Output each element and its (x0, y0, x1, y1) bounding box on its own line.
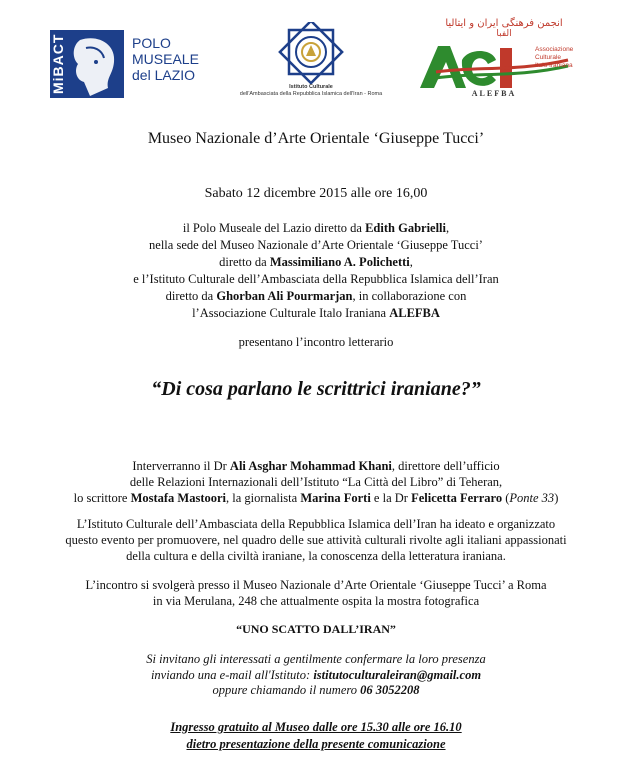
alefba-small1: Associazione (535, 46, 574, 53)
director-name-gabrielli: Edith Gabrielli (365, 221, 447, 235)
intro-l3c: , (409, 255, 413, 269)
alefba-logo (416, 18, 572, 106)
intro-l6a: l’Associazione Culturale Italo Iraniana (192, 306, 390, 320)
intro-line-6 (0, 305, 632, 322)
alefba-small2: Culturale (535, 54, 562, 61)
intro-l5a: diretto da (165, 289, 217, 303)
intro-line-2: nella sede del Museo Nazionale d’Arte Orientale ‘Giuseppe Tucci’ (149, 238, 483, 252)
speakers-paragraph (0, 458, 632, 506)
contact-phone[interactable]: 06 3052208 (360, 683, 420, 697)
invite-line-3 (0, 683, 632, 699)
mibac-wordmark (132, 35, 199, 83)
intro-l5c: , in collaborazione con (352, 289, 467, 303)
speakers-l1c: , direttore dell’ufficio (391, 459, 500, 473)
speaker-affiliation: Ponte 33 (509, 491, 555, 505)
intro-line-5 (0, 288, 632, 305)
speaker-khani: Ali Asghar Mohammad Khani (229, 459, 392, 473)
intro-line-3 (0, 254, 632, 271)
mibac-vertical-text: MiBACT (50, 33, 66, 94)
entry-line-2: dietro presentazione della presente comunicazione (186, 737, 446, 751)
istituto-caption-line1: Istituto Culturale (289, 84, 333, 90)
invite-line-1: Si invitano gli interessati a gentilmente confermare la loro presenza (146, 652, 486, 666)
mibac-line3: del LAZIO (132, 67, 196, 83)
mibac-line2: MUSEALE (132, 51, 199, 67)
alefba-small3: Italo Iraniana (535, 62, 573, 69)
speakers-line-1 (0, 458, 632, 474)
mibac-line1: POLO (132, 35, 171, 51)
venue-paragraph (0, 577, 632, 609)
istituto-emblem-icon (236, 22, 386, 84)
alefba-name: ALEFBA (389, 306, 440, 320)
alefba-arabic-sub: الفبا (496, 29, 512, 39)
speaker-ferraro: Felicetta Ferraro (411, 491, 503, 505)
director-name-polichetti: Massimiliano A. Polichetti (269, 255, 410, 269)
director-name-pourmarjan: Ghorban Ali Pourmarjan (216, 289, 353, 303)
event-date: Sabato 12 dicembre 2015 alle ore 16,00 (204, 186, 428, 201)
alefba-arabic-text (436, 18, 572, 39)
alefba-wordmark: ALEFBA (471, 89, 517, 98)
exhibition-title: “UNO SCATTO DALL’IRAN” (236, 622, 396, 636)
entry-notice (0, 719, 632, 753)
speakers-line-3 (0, 490, 632, 506)
speakers-l3g: ( (502, 491, 510, 505)
alefba-arabic-line: انجمن فرهنگی ایران و ایتالیا (445, 18, 563, 29)
speakers-l1a: Interverranno il Dr (132, 459, 230, 473)
intro-l1a: il Polo Museale del Lazio diretto da (182, 221, 366, 235)
intro-line-1 (0, 220, 632, 237)
venue-line-1: L’incontro si svolgerà presso il Museo Nazionale d’Arte Orientale ‘Giuseppe Tucci’ a Roma (85, 578, 547, 592)
event-line-2: questo evento per promuovere, nel quadro delle sue attività culturali rivolte agli italiani appassionati (65, 533, 567, 547)
contact-email[interactable]: istitutoculturaleiran@gmail.com (313, 667, 482, 682)
istituto-logo (236, 22, 386, 104)
invite-line-2 (0, 668, 632, 684)
event-line-1: L’Istituto Culturale dell’Ambasciata della Repubblica Islamica dell’Iran ha ideato e organizzato (76, 517, 556, 531)
istituto-caption (236, 84, 386, 98)
present-line: presentano l’incontro letterario (238, 335, 394, 349)
invite-paragraph (0, 652, 632, 699)
intro-l1c: , (446, 221, 450, 235)
invite-l3a: oppure chiamando il numero (212, 683, 361, 697)
speakers-line-2: delle Relazioni Internazionali dell’Istituto “La Città del Libro” di Teheran, (129, 475, 503, 489)
venue-line-2: in via Merulana, 248 che attualmente ospita la mostra fotografica (152, 594, 480, 608)
istituto-caption-line2: dell'Ambasciata della Repubblica Islamica dell'Iran - Roma (239, 91, 383, 97)
event-paragraph (0, 516, 632, 564)
intro-l3a: diretto da (219, 255, 270, 269)
intro-line-4: e l’Istituto Culturale dell’Ambasciata della Repubblica Islamica dell’Iran (133, 272, 499, 286)
speaker-mastoori: Mostafa Mastoori (130, 491, 227, 505)
invite-l2a: inviando una e-mail all'Istituto: (150, 667, 314, 682)
alefba-association-text (535, 46, 573, 70)
mibac-logo (50, 30, 198, 98)
speakers-l3e: e la Dr (370, 491, 412, 505)
speakers-l3a: lo scrittore (73, 491, 131, 505)
speakers-l3c: , la giornalista (226, 491, 301, 505)
event-line-3: della cultura e della civiltà iraniane, la conoscenza della letteratura iraniana. (126, 549, 506, 563)
intro-paragraph (0, 220, 632, 322)
event-title: “Di cosa parlano le scrittrici iraniane?” (151, 378, 481, 400)
mibac-emblem (50, 30, 124, 98)
speakers-l3i: ) (554, 491, 559, 505)
museum-title: Museo Nazionale d’Arte Orientale ‘Giuseppe Tucci’ (147, 130, 485, 147)
speaker-forti: Marina Forti (300, 491, 371, 505)
entry-line-1: Ingresso gratuito al Museo dalle ore 15.30 alle ore 16.10 (170, 720, 462, 734)
